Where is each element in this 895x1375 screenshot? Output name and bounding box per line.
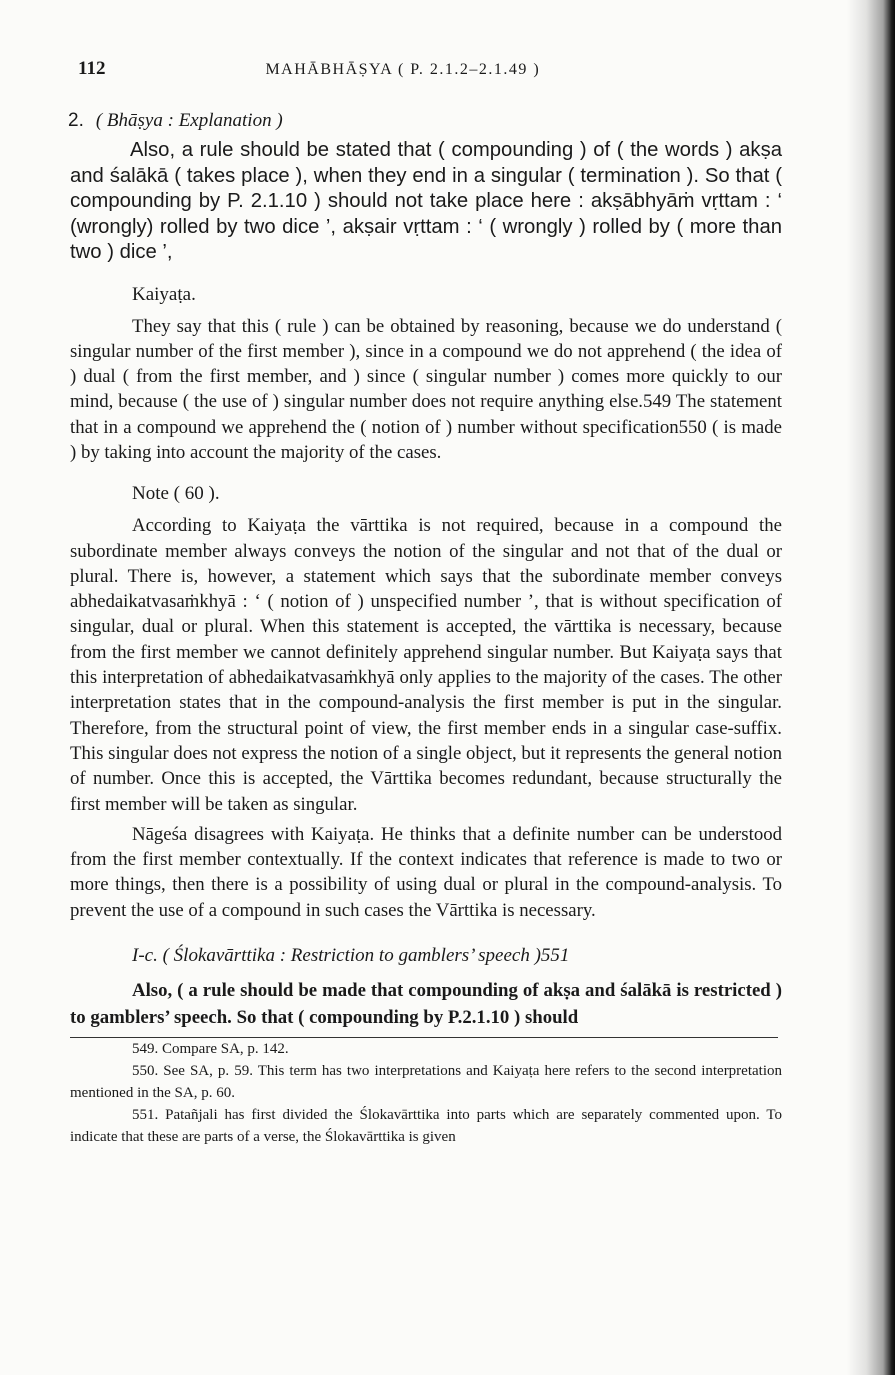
footnote-550: 550. See SA, p. 59. This term has two interpretations and Kaiyaṭa here refers to the second interpretation mentioned in the SA, p. 60.: [70, 1063, 782, 1102]
bold-paragraph: Also, ( a rule should be made that compounding of akṣa and śalākā is restricted ) to gamblers’ speech. So that ( compounding by P.2.1.10 ) should: [70, 980, 782, 1029]
running-header: [70, 58, 782, 98]
section-number: 2.: [68, 110, 84, 131]
note-paragraph-2: Nāgeśa disagrees with Kaiyaṭa. He thinks that a definite number can be understood from the first member contextually. If the context indicates that reference is made to two or more things, then there is a possibility of using dual or plural in the compound-analysis. To prevent the use of a compound in such cases the Vārttika is necessary.: [70, 823, 782, 921]
bhashya-paragraph: Also, a rule should be stated that ( compounding ) of ( the words ) akṣa and śalākā ( takes place ), when they end in a singular ( termination ). So that ( compounding by P. 2.1.10 ) should not take place here : akṣābhyāṁ vṛttam : ‘ (wrongly) rolled by two dice ’, akṣair vṛttam : ‘ ( wrongly ) rolled by ( more than two ) dice ’,: [70, 139, 782, 263]
footnote-551: 551. Patañjali has first divided the Ślokavārttika into parts which are separately commented upon. To indicate that these are parts of a verse, the Ślokavārttika is given: [70, 1107, 782, 1146]
page-binding-shadow: [847, 0, 895, 1375]
page-number: 112: [78, 58, 106, 79]
note-label: Note ( 60 ).: [132, 483, 220, 505]
kaiyata-paragraph: They say that this ( rule ) can be obtained by reasoning, because we do understand ( singular number of the first member ), since in a compound we do not apprehend ( the idea of ) dual ( from the first member, and ) since ( singular number ) comes more quickly to our mind, because ( the use of ) singular number does not require anything else.549 The statement that in a compound we apprehend the ( notion of ) number without specification550 ( is made ) by taking into account the majority of the cases.: [70, 315, 782, 463]
section-heading: [68, 110, 782, 132]
subsection-heading: I-c. ( Ślokavārttika : Restriction to gamblers’ speech )551: [132, 945, 570, 967]
section-title: ( Bhāṣya : Explanation ): [95, 110, 283, 131]
note-paragraph-1: According to Kaiyaṭa the vārttika is not required, because in a compound the subordinate member always conveys the notion of the singular and not that of the dual or plural. There is, however, a statement which says that the subordinate member conveys abhedaikatvasaṁkhyā : ‘ ( notion of ) unspecified number ’, that is without specification of singular, dual or plural. When this statement is accepted, the vārttika is necessary, because from the first member we cannot definitely apprehend singular number. But Kaiyaṭa says that this interpretation of abhedaikatvasaṁkhyā only applies to the majority of the cases. The other interpretation states that in the compound-analysis the first member is put in the singular. Therefore, from the structural point of view, the first member ends in a singular case-suffix. This singular does not express the notion of a single object, but it represents the general notion of number. Once this is accepted, the Vārttika becomes redundant, because structurally the first member will be taken as singular.: [70, 515, 782, 815]
running-title: MAHĀBHĀṢYA ( P. 2.1.2–2.1.49 ): [265, 61, 541, 78]
footnote-549: 549. Compare SA, p. 142.: [132, 1041, 289, 1058]
kaiyata-label: Kaiyaṭa.: [132, 283, 196, 305]
book-page: [70, 58, 782, 1148]
